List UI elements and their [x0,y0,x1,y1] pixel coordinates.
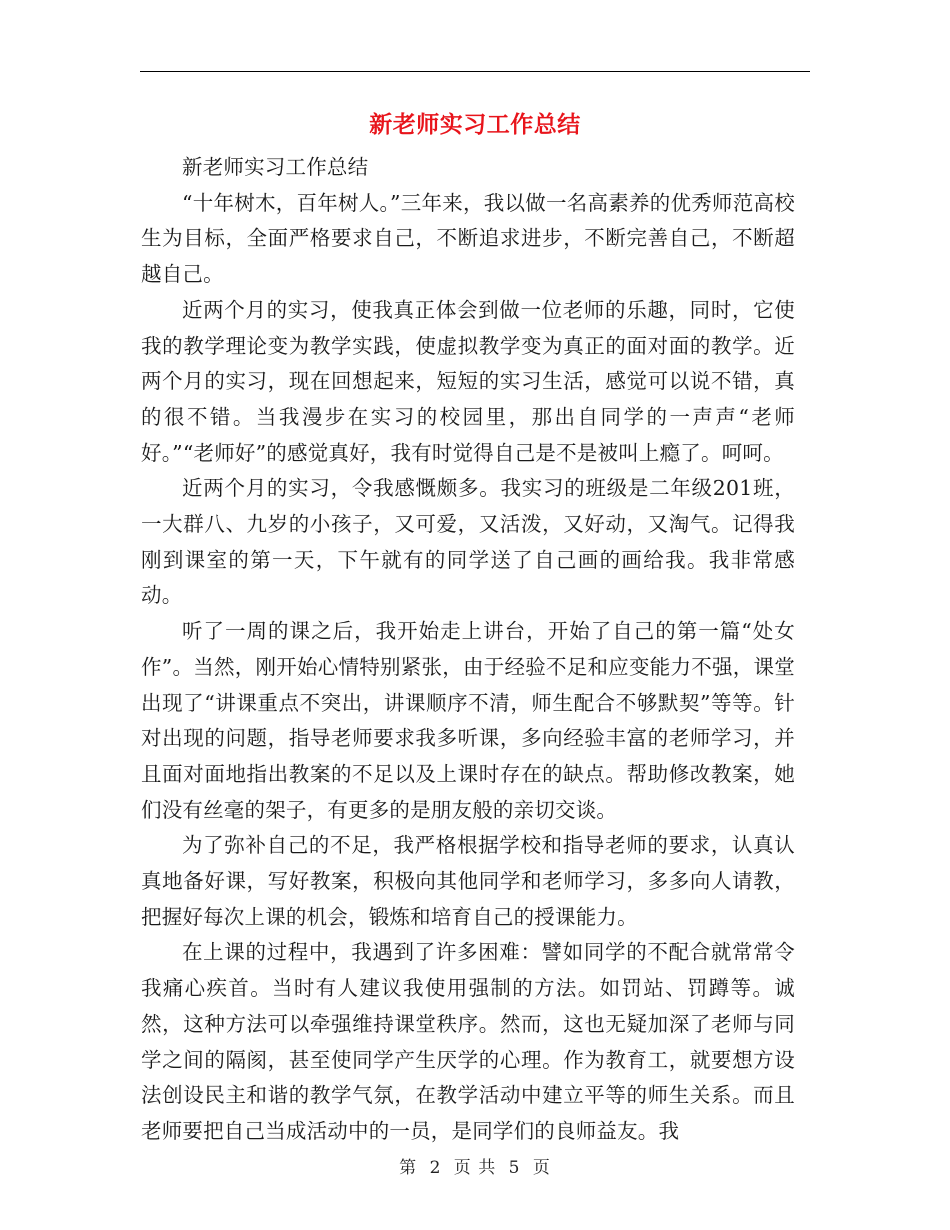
document-body [141,150,795,1150]
footer-prefix: 第 [399,1158,418,1178]
footer-total-pages: 5 [508,1158,521,1178]
paragraph-intro: “十年树木，百年树人。”三年来，我以做一名高素养的优秀师范高校生为目标，全面严格要求自己，不断追求进步，不断完善自己，不断超越自己。 [141,190,795,287]
paragraph-subtitle: 新老师实习工作总结 [182,155,369,179]
page-footer [0,1153,950,1178]
footer-suffix: 页 [532,1158,551,1178]
footer-middle: 页 共 [453,1158,497,1178]
paragraph-first-lesson: 听了一周的课之后，我开始走上讲台，开始了自己的第一篇“处女作”。当然，刚开始心情特别紧张，由于经验不足和应变能力不强，课堂出现了“讲课重点不突出，讲课顺序不清，师生配合不够默契”等等。针对出现的问题，指导老师要求我多听课，多向经验丰富的老师学习，并且面对面地指出教案的不足以及上课时存在的缺点。帮助修改教案，她们没有丝毫的架子，有更多的是朋友般的亲切交谈。 [141,619,795,822]
paragraph-experience: 近两个月的实习，使我真正体会到做一位老师的乐趣，同时，它使我的教学理论变为教学实践，使虚拟教学变为真正的面对面的教学。近两个月的实习，现在回想起来，短短的实习生活，感觉可以说不错，真的很不错。当我漫步在实习的校园里，那出自同学的一声声“老师好。”“老师好”的感觉真好，我有时觉得自己是不是被叫上瘾了。呵呵。 [141,297,795,465]
paragraph-improvement: 为了弥补自己的不足，我严格根据学校和指导老师的要求，认真认真地备好课，写好教案，积极向其他同学和老师学习，多多向人请教，把握好每次上课的机会，锻炼和培育自己的授课能力。 [141,833,795,929]
paragraph-class: 近两个月的实习，令我感慨颇多。我实习的班级是二年级201班，一大群八、九岁的小孩子，又可爱，又活泼，又好动，又淘气。记得我刚到课室的第一天，下午就有的同学送了自己画的画给我。我非常感动。 [141,476,795,608]
header-rule [140,71,810,72]
paragraph-difficulties: 在上课的过程中，我遇到了许多困难：譬如同学的不配合就常常令我痛心疾首。当时有人建议我使用强制的方法。如罚站、罚蹲等。诚然，这种方法可以牵强维持课堂秩序。然而，这也无疑加深了老师与同学之间的隔阂，甚至使同学产生厌学的心理。作为教育工，就要想方设法创设民主和谐的教学气氛，在教学活动中建立平等的师生关系。而且老师要把自己当成活动中的一员，是同学们的良师益友。我 [141,940,795,1143]
document-title: 新老师实习工作总结 [369,111,581,138]
footer-current-page: 2 [429,1158,442,1178]
